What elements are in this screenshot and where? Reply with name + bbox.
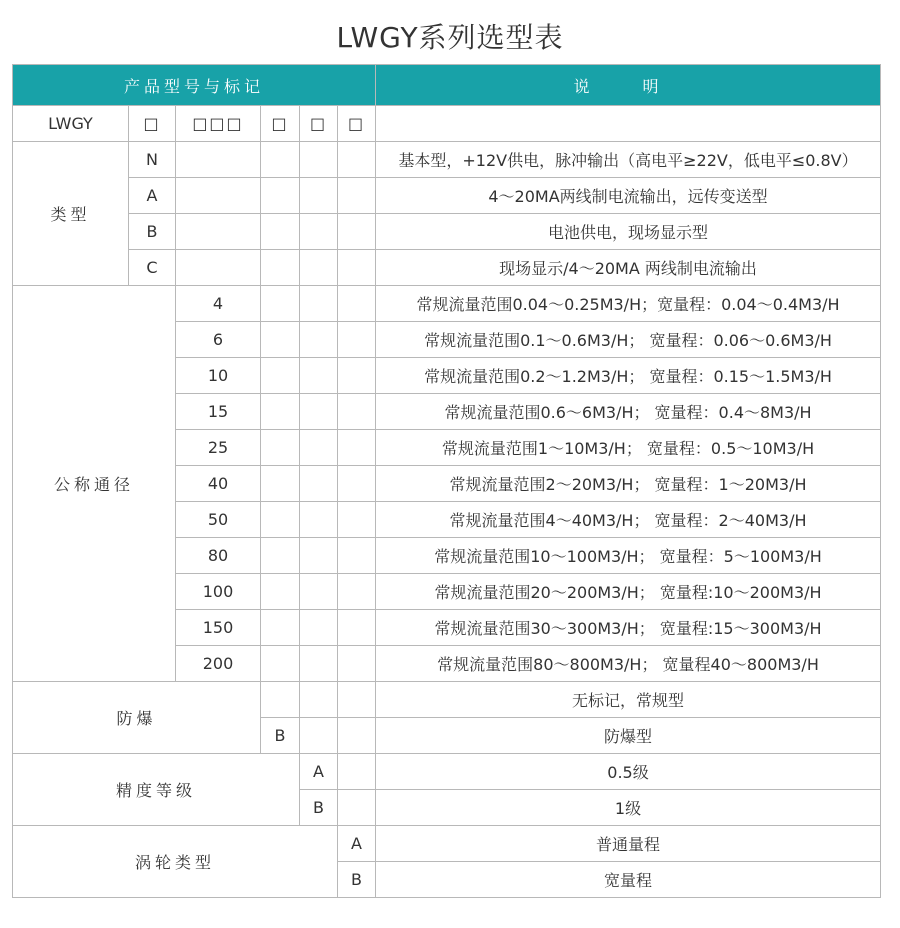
page-title: LWGY系列选型表: [336, 21, 564, 54]
table-row: [13, 826, 881, 862]
type-code: C: [129, 250, 176, 286]
diameter-code: 6: [176, 322, 261, 358]
type-desc: 基本型，+12V供电，脉冲输出（高电平≥22V，低电平≤0.8V）: [376, 142, 881, 178]
accuracy-section-label: 精度等级: [13, 754, 300, 826]
table-header-row: [13, 65, 881, 106]
diameter-desc: 常规流量范围80～800M3/H； 宽量程40～800M3/H: [376, 646, 881, 682]
type-desc: 现场显示/4～20MA 两线制电流输出: [376, 250, 881, 286]
diameter-desc: 常规流量范围10～100M3/H； 宽量程：5～100M3/H: [376, 538, 881, 574]
diameter-code: 4: [176, 286, 261, 322]
diameter-code: 50: [176, 502, 261, 538]
model-box-explosion: □: [261, 106, 300, 142]
explosion-desc: 防爆型: [376, 718, 881, 754]
diameter-code: 100: [176, 574, 261, 610]
diameter-desc: 常规流量范围1～10M3/H； 宽量程：0.5～10M3/H: [376, 430, 881, 466]
turbine-code: B: [338, 862, 376, 898]
model-box-type: □: [129, 106, 176, 142]
explosion-code: B: [261, 718, 300, 754]
header-model-label: 产品型号与标记: [13, 65, 376, 106]
table-row: [13, 142, 881, 178]
diameter-code: 150: [176, 610, 261, 646]
table-row: [13, 286, 881, 322]
type-code: B: [129, 214, 176, 250]
diameter-code: 80: [176, 538, 261, 574]
diameter-desc: 常规流量范围0.04～0.25M3/H；宽量程：0.04～0.4M3/H: [376, 286, 881, 322]
model-row: [13, 106, 881, 142]
diameter-desc: 常规流量范围0.2～1.2M3/H； 宽量程：0.15～1.5M3/H: [376, 358, 881, 394]
model-desc-empty: [376, 106, 881, 142]
model-box-diameter: □□□: [176, 106, 261, 142]
turbine-desc: 宽量程: [376, 862, 881, 898]
selection-table: [12, 64, 881, 898]
turbine-desc: 普通量程: [376, 826, 881, 862]
explosion-desc: 无标记，常规型: [376, 682, 881, 718]
table-row: [13, 178, 881, 214]
type-code: N: [129, 142, 176, 178]
table-row: [13, 682, 881, 718]
diameter-code: 200: [176, 646, 261, 682]
diameter-desc: 常规流量范围2～20M3/H； 宽量程：1～20M3/H: [376, 466, 881, 502]
turbine-code: A: [338, 826, 376, 862]
diameter-desc: 常规流量范围0.6～6M3/H； 宽量程：0.4～8M3/H: [376, 394, 881, 430]
model-box-accuracy: □: [300, 106, 338, 142]
diameter-code: 25: [176, 430, 261, 466]
diameter-desc: 常规流量范围4～40M3/H； 宽量程：2～40M3/H: [376, 502, 881, 538]
accuracy-code: B: [300, 790, 338, 826]
type-desc: 电池供电，现场显示型: [376, 214, 881, 250]
explosion-code: [261, 682, 300, 718]
type-section-label: 类型: [13, 142, 129, 286]
accuracy-desc: 0.5级: [376, 754, 881, 790]
turbine-section-label: 涡轮类型: [13, 826, 338, 898]
type-code: A: [129, 178, 176, 214]
model-name: LWGY: [13, 106, 129, 142]
diameter-desc: 常规流量范围30～300M3/H； 宽量程:15～300M3/H: [376, 610, 881, 646]
diameter-code: 40: [176, 466, 261, 502]
type-desc: 4～20MA两线制电流输出，远传变送型: [376, 178, 881, 214]
model-box-turbine: □: [338, 106, 376, 142]
table-row: [13, 754, 881, 790]
diameter-desc: 常规流量范围0.1～0.6M3/H； 宽量程：0.06～0.6M3/H: [376, 322, 881, 358]
explosion-section-label: 防爆: [13, 682, 261, 754]
header-desc-label: 说 明: [376, 65, 881, 106]
accuracy-desc: 1级: [376, 790, 881, 826]
table-row: [13, 214, 881, 250]
accuracy-code: A: [300, 754, 338, 790]
table-row: [13, 250, 881, 286]
diameter-section-label: 公称通径: [13, 286, 176, 682]
diameter-code: 15: [176, 394, 261, 430]
diameter-code: 10: [176, 358, 261, 394]
diameter-desc: 常规流量范围20～200M3/H； 宽量程:10～200M3/H: [376, 574, 881, 610]
